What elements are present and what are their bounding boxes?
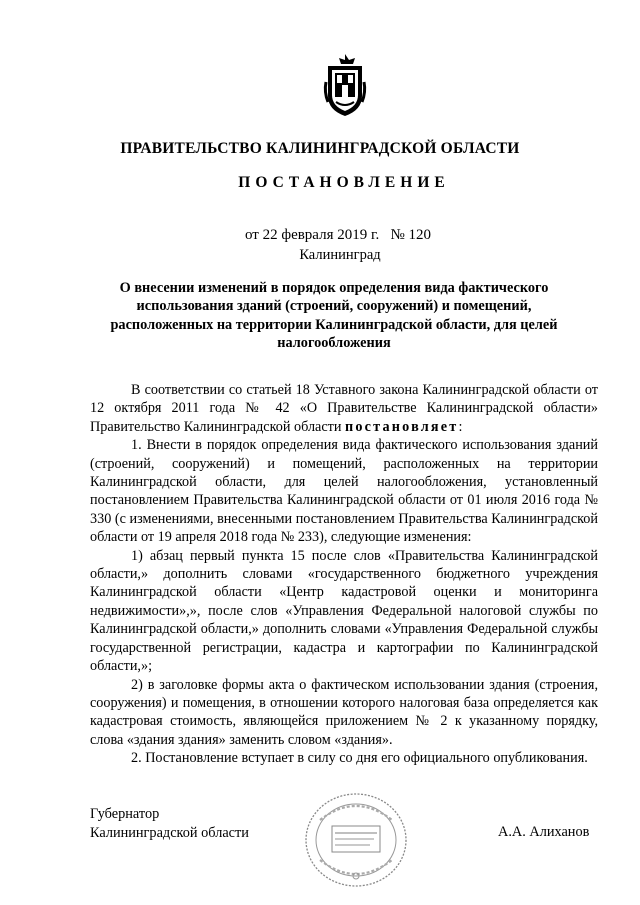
paragraph-1: 1. Внести в порядок определения вида фактического использования зданий (строений, сооружений) и помещений, расположенных на территории Калининградской области, для целей налогообложения, установленный постановлением Правительства Калининградской области от 01 июля 2016 года № 330 (с изменениями, внесенными постановлением Правительства Калининградской области от 19 апреля 2018 года № 233), следующие изменения: xyxy=(90,437,598,546)
date-prefix: от xyxy=(244,227,259,243)
official-stamp xyxy=(302,790,410,890)
preamble-emphasis: постановляет xyxy=(344,418,459,435)
signatory-name: А.А. Алиханов xyxy=(498,824,590,840)
date-number-line xyxy=(0,227,640,244)
government-title: ПРАВИТЕЛЬСТВО КАЛИНИНГРАДСКОЙ ОБЛАСТИ xyxy=(120,140,520,157)
document-type: ПОСТАНОВЛЕНИЕ xyxy=(238,174,450,191)
paragraph-1-1: 1) абзац первый пункта 15 после слов «Правительства Калининградской области,» дополнить словами «государственного бюджетного учреждения Калининградской области «Центр кадастровой оценки и мониторинга недвижимости»,», после слов «Управления Федеральной налоговой службы по Калининградской области,» дополнить словами «Управления Федеральной службы государственной регистрации, кадастра и картографии по Калининградской области,»; xyxy=(90,547,598,675)
preamble-colon: : xyxy=(458,418,463,435)
document-body xyxy=(90,381,598,768)
preamble-text: В соответствии со статьей 18 Уставного закона Калининградской области от 12 октября 2011 года № 42 «О Правительстве Калининградской области» Правительство Калининградской области xyxy=(90,382,598,435)
city: Калининград xyxy=(299,247,381,263)
document-date: 22 февраля 2019 г. xyxy=(262,227,380,243)
preamble-paragraph xyxy=(90,381,598,436)
paragraph-1-2: 2) в заголовке формы акта о фактическом использовании здания (строения, сооружения) и помещения, в отношении которого налоговая база определяется как кадастровая стоимость, являющейся приложением № 2 к указанному порядку, слова «здания здания» заменить словом «здания». xyxy=(90,676,598,748)
signatory-title: Губернатор xyxy=(90,806,160,822)
signatory-region: Калининградской области xyxy=(90,825,249,841)
document-number: 120 xyxy=(408,227,432,243)
coat-of-arms-emblem xyxy=(322,52,368,118)
number-label: № xyxy=(390,227,405,243)
paragraph-2: 2. Постановление вступает в силу со дня его официального опубликования. xyxy=(131,750,588,767)
signatory-position xyxy=(90,805,249,843)
document-subject: О внесении изменений в порядок определения вида фактического использования зданий (строений, сооружений) и помещений, расположенных на территории Калининградской области, для целей налогообложения xyxy=(110,280,558,351)
